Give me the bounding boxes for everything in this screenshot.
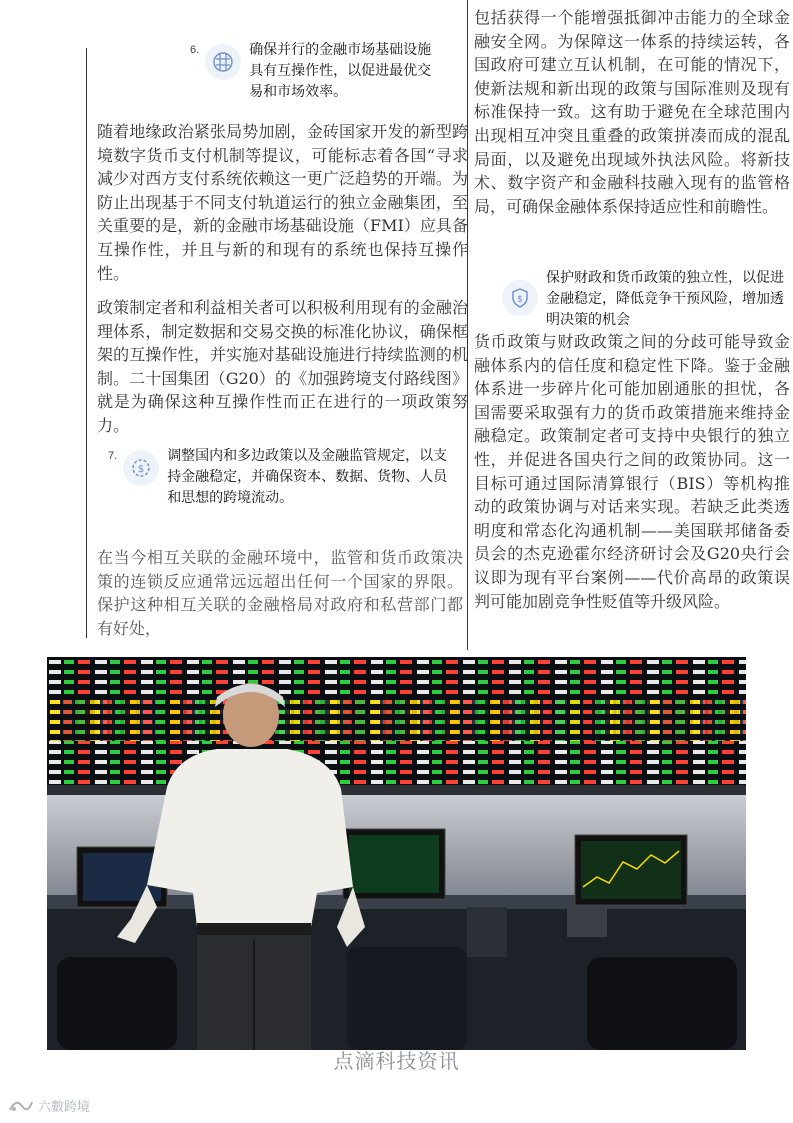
stock-exchange-trader-photo bbox=[47, 657, 746, 1050]
gear-dollar-icon bbox=[123, 450, 159, 486]
image-caption: 点滴科技资讯 bbox=[333, 1049, 460, 1073]
policy-item-6 bbox=[190, 40, 450, 103]
policy-item-8 bbox=[496, 268, 790, 331]
right-paragraph-2: 货币政策与财政政策之间的分歧可能导致金融体系内的信任度和稳定性下降。鉴于金融体系进一步碎片化可能加剧通胀的担忧，各国需要采取强有力的货币政策措施来维持金融稳定。政策制定者可支持中央银行的独立性，并促进各国央行之间的政策协同。这一目标可通过国际清算银行（BIS）等机构推动的政策协调与对话来实现。若缺乏此类透明度和常态化沟通机制——美国联邦储备委员会的杰克逊霍尔经济研讨会及G20央行会议即为现有平台案例——代价高昂的政策误判可能加剧竞争性贬值等升级风险。 bbox=[474, 332, 790, 611]
watermark-logo bbox=[8, 1096, 90, 1115]
policy-item-7 bbox=[108, 446, 463, 509]
item-number: 6. bbox=[190, 44, 200, 56]
item-text: 保护财政和货币政策的独立性，以促进金融稳定，降低竞争干预风险，增加透明决策的机会 bbox=[546, 270, 784, 328]
left-paragraph-2: 政策制定者和利益相关者可以积极利用现有的金融治理体系，制定数据和交易交换的标准化协议，确保框架的互操作性，并实施对基础设施进行持续监测的机制。二十国集团（G20）的《加强跨境支付路线图》就是为确保这种互操作性而正在进行的一项政策努力。 bbox=[97, 298, 468, 435]
item-number: 7. bbox=[108, 450, 118, 462]
watermark-text: 六數跨境 bbox=[38, 1100, 91, 1115]
left-paragraph-3: 在当今相互关联的金融环境中，监管和货币政策决策的连锁反应通常远远超出任何一个国家的界限。保护这种相互关联的金融格局对政府和私营部门都有好处， bbox=[97, 548, 463, 638]
svg-text:$: $ bbox=[517, 294, 523, 305]
svg-text:$: $ bbox=[138, 464, 145, 475]
network-grid-icon bbox=[205, 44, 241, 80]
column-divider-left bbox=[86, 48, 87, 638]
left-paragraph-1: 随着地缘政治紧张局势加剧，金砖国家开发的新型跨境数字货币支付机制等提议，可能标志着各国“寻求减少对西方支付系统依赖这一更广泛趋势的开端。为防止出现基于不同支付轨道运行的独立金融集团，至关重要的是，新的金融市场基础设施（FMI）应具备互操作性，并且与新的和现有的系统也保持互操作性。 bbox=[97, 122, 468, 283]
item-text: 调整国内和多边政策以及金融监管规定，以支持金融稳定，并确保资本、数据、货物、人员和思想的跨境流动。 bbox=[167, 448, 448, 506]
right-paragraph-1: 包括获得一个能增强抵御冲击能力的全球金融安全网。为保障这一体系的持续运转，各国政府可建立互认机制，在可能的情况下，使新法规和新出现的政策与国际准则及现有标准保持一致。这有助于避免在全球范围内出现相互冲突且重叠的政策拼凑而成的混乱局面，以及避免出现域外执法风险。将新技术、数字资产和金融科技融入现有的监管格局，可确保金融体系保持适应性和前瞻性。 bbox=[474, 8, 790, 216]
item-text: 确保并行的金融市场基础设施具有互操作性，以促进最优交易和市场效率。 bbox=[249, 42, 432, 100]
brand-logo-icon bbox=[8, 1098, 34, 1114]
shield-dollar-icon bbox=[502, 280, 538, 316]
